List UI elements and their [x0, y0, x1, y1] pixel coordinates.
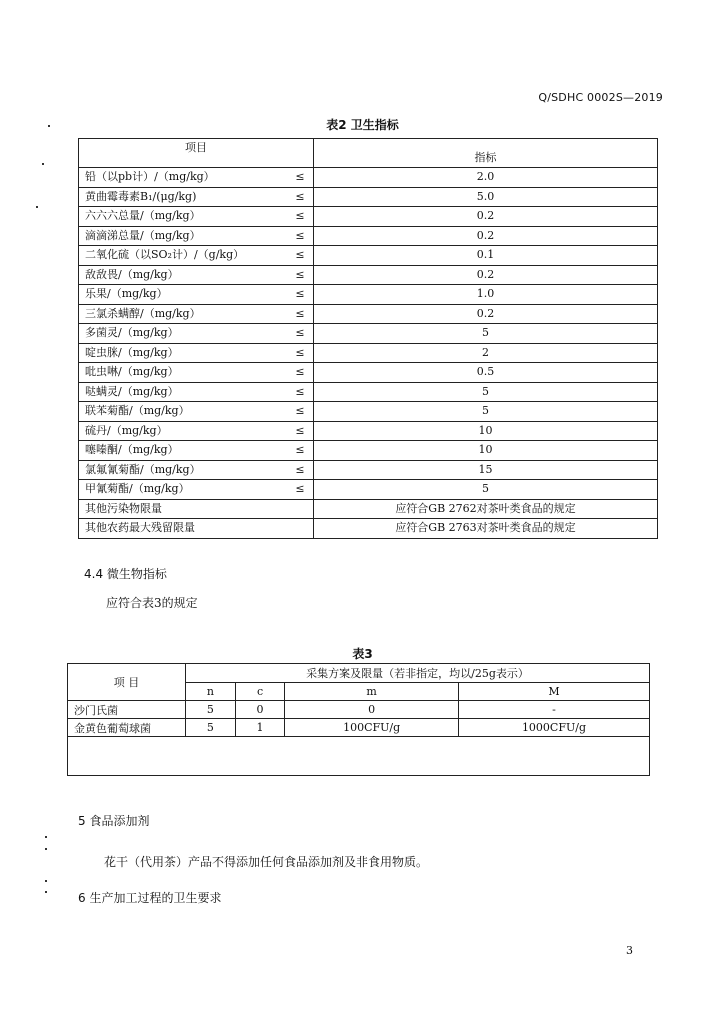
table-row [79, 441, 658, 461]
section-5-heading: 5 食品添加剂 [78, 814, 150, 828]
subcol-M: M [458, 682, 649, 701]
table-row [79, 246, 658, 266]
row-value: 1.0 [314, 285, 658, 305]
table-row [79, 499, 658, 519]
comparator: ≤ [287, 226, 314, 246]
column-header-index: 指标 [314, 139, 658, 168]
scan-speck [45, 891, 47, 893]
row-name: 敌敌畏/（mg/kg） [79, 265, 288, 285]
comparator: ≤ [287, 285, 314, 305]
row-value: 2.0 [314, 168, 658, 188]
column-header-item: 项 目 [68, 664, 186, 701]
row-value: 0.5 [314, 363, 658, 383]
table-empty-row [68, 737, 650, 776]
row-name: 硫丹/（mg/kg） [79, 421, 288, 441]
comparator: ≤ [287, 460, 314, 480]
row-name: 哒螨灵/（mg/kg） [79, 382, 288, 402]
section-4-4-text: 应符合表3的规定 [106, 596, 198, 610]
scan-speck [45, 880, 47, 882]
comparator: ≤ [287, 324, 314, 344]
comparator: ≤ [287, 207, 314, 227]
scan-speck [45, 836, 47, 838]
hygiene-index-table [78, 138, 658, 539]
cell-c: 1 [235, 719, 285, 737]
table3-title: 表3 [352, 647, 373, 661]
row-name: 沙门氏菌 [68, 701, 186, 719]
row-name: 六六六总量/（mg/kg） [79, 207, 288, 227]
row-name: 金黄色葡萄球菌 [68, 719, 186, 737]
comparator: ≤ [287, 363, 314, 383]
comparator: ≤ [287, 441, 314, 461]
table-row [79, 304, 658, 324]
cell-m: 0 [285, 701, 459, 719]
cell-M: 1000CFU/g [458, 719, 649, 737]
comparator: ≤ [287, 168, 314, 188]
cell-c: 0 [235, 701, 285, 719]
row-value: 应符合GB 2762对茶叶类食品的规定 [314, 499, 658, 519]
row-name: 二氧化硫（以SO₂计）/（g/kg） [79, 246, 288, 266]
table-row [79, 480, 658, 500]
row-name: 滴滴涕总量/（mg/kg） [79, 226, 288, 246]
row-value: 0.2 [314, 207, 658, 227]
comparator: ≤ [287, 187, 314, 207]
row-value: 10 [314, 421, 658, 441]
row-value: 0.2 [314, 304, 658, 324]
cell-n: 5 [186, 719, 236, 737]
row-name: 联苯菊酯/（mg/kg） [79, 402, 288, 422]
comparator: ≤ [287, 246, 314, 266]
comparator: ≤ [287, 265, 314, 285]
scan-speck [42, 163, 44, 165]
subcol-m: m [285, 682, 459, 701]
row-value: 10 [314, 441, 658, 461]
table-header-row [79, 139, 658, 168]
row-value: 0.2 [314, 265, 658, 285]
column-header-plan: 采集方案及限量（若非指定，均以/25g表示） [186, 664, 650, 683]
row-value: 15 [314, 460, 658, 480]
row-name: 乐果/（mg/kg） [79, 285, 288, 305]
table-row [79, 285, 658, 305]
scan-speck [36, 206, 38, 208]
section-4-4-heading: 4.4 微生物指标 [84, 567, 167, 581]
cell-m: 100CFU/g [285, 719, 459, 737]
page-number: 3 [626, 944, 633, 957]
table-row [79, 382, 658, 402]
table-row [79, 343, 658, 363]
scan-speck [45, 848, 47, 850]
table-row [79, 519, 658, 539]
row-value: 5 [314, 402, 658, 422]
table-row [79, 460, 658, 480]
table-row [79, 421, 658, 441]
row-name: 氯氟氰菊酯/（mg/kg） [79, 460, 288, 480]
row-value: 0.2 [314, 226, 658, 246]
microbiology-table [67, 663, 650, 776]
row-value: 5.0 [314, 187, 658, 207]
row-value: 5 [314, 382, 658, 402]
table-row [79, 207, 658, 227]
table-row [79, 168, 658, 188]
cell-n: 5 [186, 701, 236, 719]
row-value: 5 [314, 480, 658, 500]
table-row [79, 265, 658, 285]
comparator: ≤ [287, 343, 314, 363]
row-name: 黄曲霉毒素B₁/(μg/kg) [79, 187, 288, 207]
row-name: 三氯杀螨醇/（mg/kg） [79, 304, 288, 324]
table-row [68, 701, 650, 719]
subcol-c: c [235, 682, 285, 701]
row-name: 吡虫啉/（mg/kg） [79, 363, 288, 383]
row-value: 0.1 [314, 246, 658, 266]
row-value: 5 [314, 324, 658, 344]
table-row [79, 226, 658, 246]
subcol-n: n [186, 682, 236, 701]
section-5-text: 花干（代用茶）产品不得添加任何食品添加剂及非食用物质。 [104, 855, 429, 869]
row-name: 啶虫脒/（mg/kg） [79, 343, 288, 363]
row-name: 铅（以pb计）/（mg/kg） [79, 168, 288, 188]
row-name: 甲氰菊酯/（mg/kg） [79, 480, 288, 500]
comparator: ≤ [287, 382, 314, 402]
column-header-item: 项目 [79, 139, 314, 168]
row-name: 其他污染物限量 [79, 499, 314, 519]
table-row [79, 324, 658, 344]
row-name: 多菌灵/（mg/kg） [79, 324, 288, 344]
section-6-heading: 6 生产加工过程的卫生要求 [78, 891, 222, 905]
row-value: 2 [314, 343, 658, 363]
table-row [79, 363, 658, 383]
row-name: 其他农药最大残留限量 [79, 519, 314, 539]
comparator: ≤ [287, 304, 314, 324]
scan-speck [48, 125, 50, 127]
cell-M: - [458, 701, 649, 719]
comparator: ≤ [287, 402, 314, 422]
table-row [68, 719, 650, 737]
document-code: Q/SDHC 0002S—2019 [538, 91, 663, 104]
row-name: 噻嗪酮/（mg/kg） [79, 441, 288, 461]
table2-title: 表2 卫生指标 [326, 118, 399, 132]
table-header-row [68, 664, 650, 683]
row-value: 应符合GB 2763对茶叶类食品的规定 [314, 519, 658, 539]
comparator: ≤ [287, 480, 314, 500]
comparator: ≤ [287, 421, 314, 441]
table-row [79, 402, 658, 422]
table-row [79, 187, 658, 207]
